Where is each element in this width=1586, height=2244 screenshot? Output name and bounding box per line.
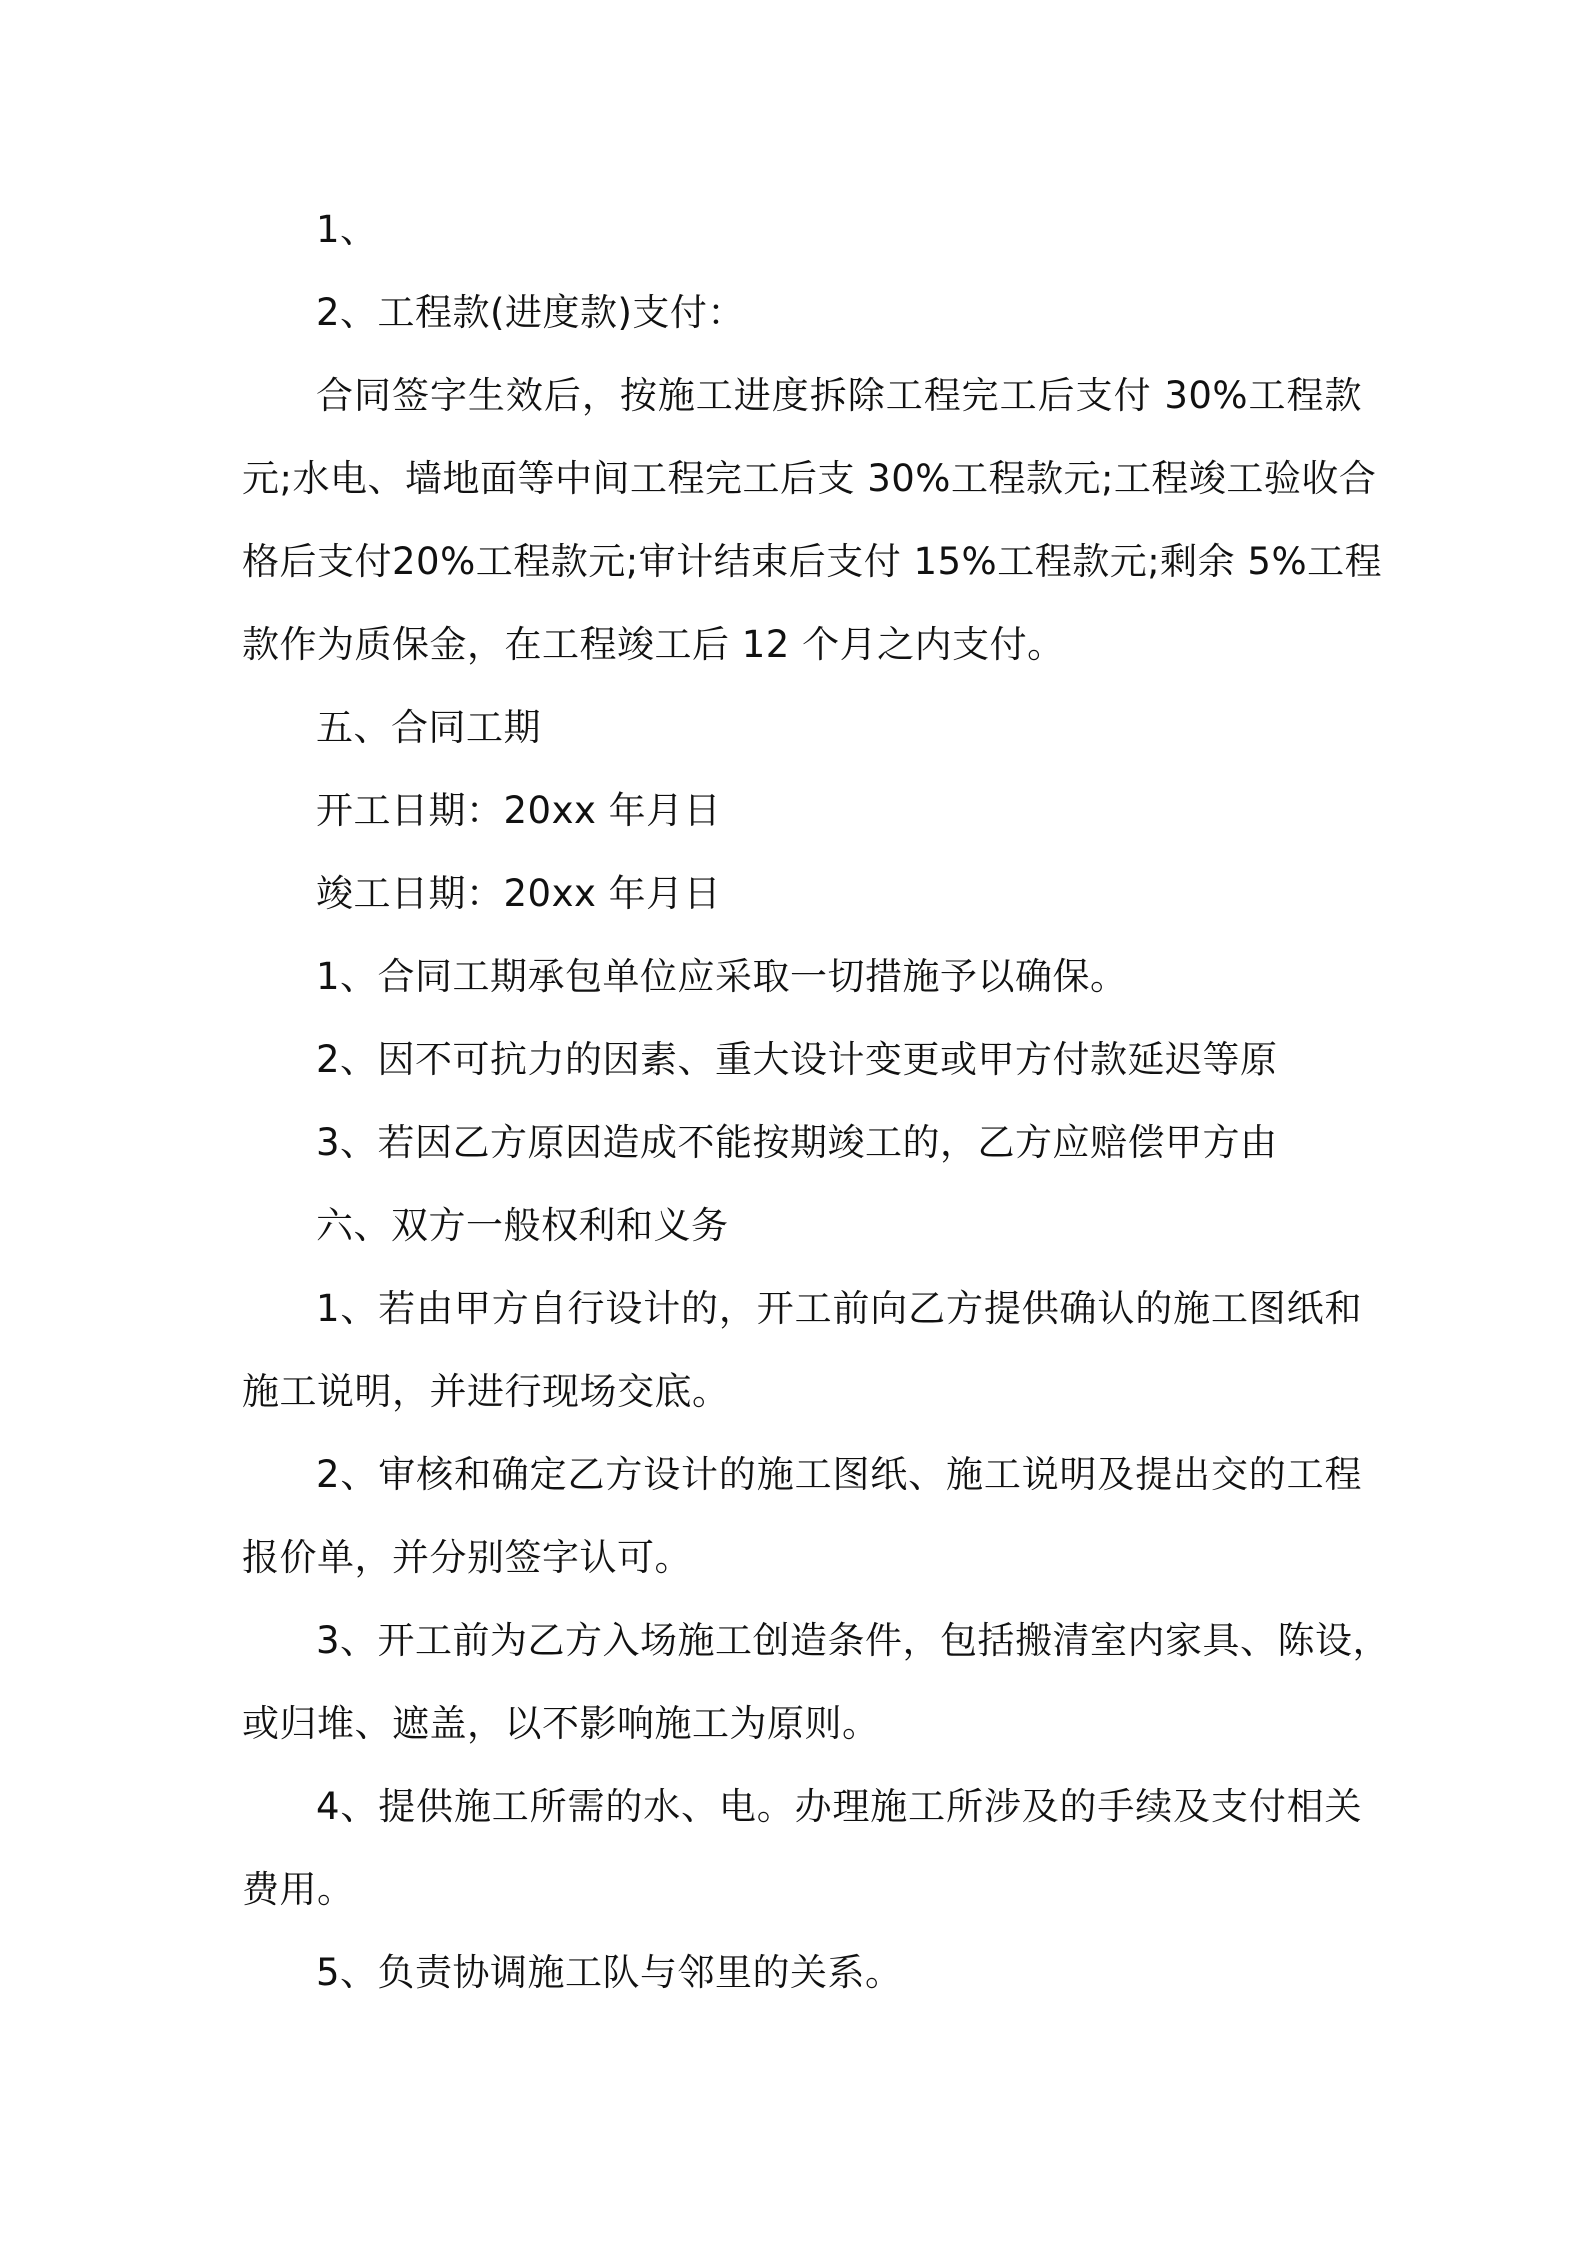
text-line: 1、合同工期承包单位应采取一切措施予以确保。 <box>316 955 1128 998</box>
text-line: 1、 <box>316 208 378 251</box>
paragraph-line: 报价单，并分别签字认可。 <box>242 1536 692 1579</box>
text-line: 3、若因乙方原因造成不能按期竣工的，乙方应赔偿甲方由 <box>316 1121 1278 1164</box>
completion-date-line: 竣工日期：20xx 年月日 <box>316 872 722 915</box>
paragraph-line: 施工说明，并进行现场交底。 <box>242 1370 730 1413</box>
start-date-line: 开工日期：20xx 年月日 <box>316 789 722 832</box>
paragraph-line: 1、若由甲方自行设计的，开工前向乙方提供确认的施工图纸和 <box>316 1287 1362 1330</box>
paragraph-line: 2、审核和确定乙方设计的施工图纸、施工说明及提出交的工程 <box>316 1453 1362 1496</box>
paragraph-line: 合同签字生效后，按施工进度拆除工程完工后支付 30%工程款 <box>316 374 1362 417</box>
text-line: 5、负责协调施工队与邻里的关系。 <box>316 1951 903 1994</box>
paragraph-line: 或归堆、遮盖，以不影响施工为原则。 <box>242 1702 880 1745</box>
paragraph-line: 款作为质保金，在工程竣工后 12 个月之内支付。 <box>242 623 1065 666</box>
paragraph-line: 元;水电、墙地面等中间工程完工后支 30%工程款元;工程竣工验收合 <box>242 457 1377 500</box>
paragraph-line: 3、开工前为乙方入场施工创造条件，包括搬清室内家具、陈设， <box>316 1619 1391 1662</box>
text-line: 2、因不可抗力的因素、重大设计变更或甲方付款延迟等原 <box>316 1038 1278 1081</box>
text-line: 2、工程款(进度款)支付： <box>316 291 745 334</box>
paragraph-line: 格后支付20%工程款元;审计结束后支付 15%工程款元;剩余 5%工程 <box>242 540 1383 583</box>
section-heading: 六、双方一般权利和义务 <box>316 1204 729 1247</box>
paragraph-line: 4、提供施工所需的水、电。办理施工所涉及的手续及支付相关 <box>316 1785 1362 1828</box>
section-heading: 五、合同工期 <box>316 706 541 749</box>
paragraph-line: 费用。 <box>242 1868 355 1911</box>
